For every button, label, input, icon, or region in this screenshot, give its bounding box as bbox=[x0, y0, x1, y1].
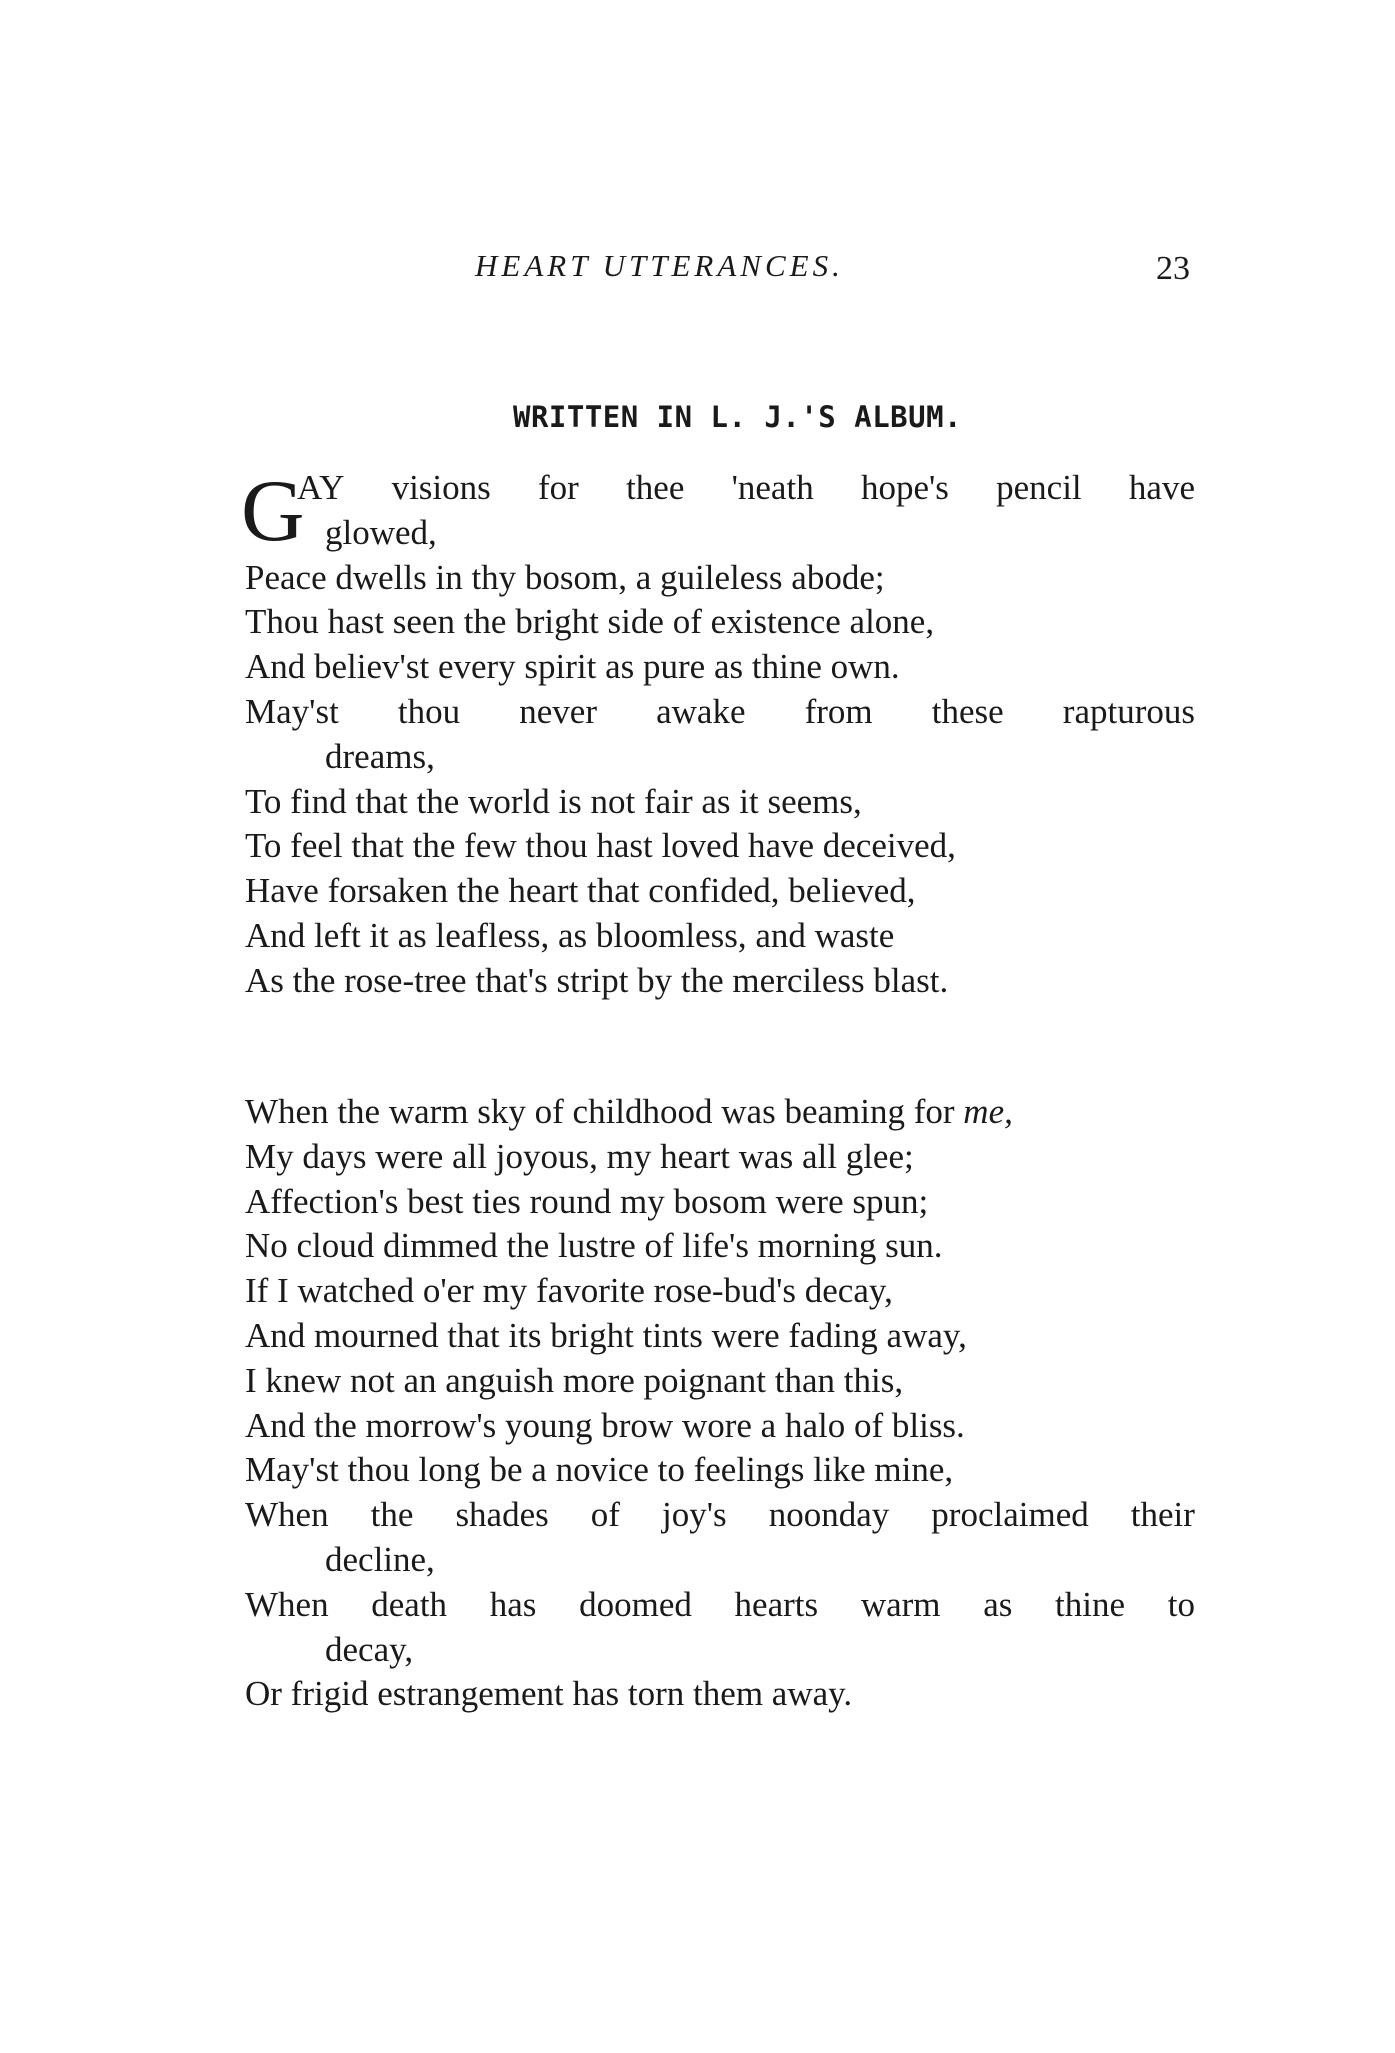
poem-line: And believ'st every spirit as pure as thine own. bbox=[245, 647, 900, 687]
word: their bbox=[1130, 1495, 1195, 1535]
word: has bbox=[489, 1584, 537, 1624]
page-number: 23 bbox=[1156, 250, 1190, 287]
word: warm bbox=[860, 1584, 941, 1624]
word: rapturous bbox=[1062, 691, 1195, 731]
poem-line: Thou hast seen the bright side of existence alone, bbox=[245, 602, 935, 642]
poem-line: May'st thou long be a novice to feelings like mine, bbox=[245, 1450, 954, 1490]
word: pencil bbox=[996, 468, 1082, 507]
word: thee bbox=[626, 468, 685, 507]
running-head bbox=[245, 248, 1190, 292]
poem-line: Peace dwells in thy bosom, a guileless abode; bbox=[245, 557, 885, 597]
poem-line: My days were all joyous, my heart was all glee; bbox=[245, 1136, 914, 1176]
poem-line bbox=[245, 1090, 1195, 1135]
word: When bbox=[245, 1495, 329, 1535]
word: visions bbox=[391, 468, 491, 507]
poem-line-continuation: decline, bbox=[325, 1539, 435, 1579]
word: never bbox=[519, 691, 597, 731]
poem-line: No cloud dimmed the lustre of life's morning sun. bbox=[245, 1226, 943, 1266]
word: as bbox=[983, 1584, 1013, 1624]
poem-line: As the rose-tree that's stript by the merciless blast. bbox=[245, 960, 949, 1000]
drop-cap: G bbox=[241, 463, 305, 560]
poem-line: If I watched o'er my favorite rose-bud's decay, bbox=[245, 1271, 893, 1311]
poem-line: And the morrow's young brow wore a halo of bliss. bbox=[245, 1405, 965, 1445]
poem-line-italic: me, bbox=[963, 1092, 1013, 1131]
word: When bbox=[245, 1584, 329, 1624]
word: from bbox=[804, 691, 873, 731]
word: these bbox=[931, 691, 1004, 731]
word: thine bbox=[1055, 1584, 1126, 1624]
word: hope's bbox=[860, 468, 949, 507]
word: May'st bbox=[245, 691, 339, 731]
poem-line bbox=[245, 1583, 1195, 1628]
word: hearts bbox=[734, 1584, 819, 1624]
word: for bbox=[538, 468, 579, 507]
poem-line-continuation: glowed, bbox=[325, 512, 437, 552]
word: to bbox=[1167, 1584, 1195, 1624]
poem-line-text bbox=[297, 466, 1195, 511]
word: the bbox=[370, 1495, 414, 1535]
poem-line-continuation: decay, bbox=[325, 1629, 414, 1669]
word: AY bbox=[297, 468, 345, 507]
word: have bbox=[1128, 468, 1195, 507]
word: noonday bbox=[768, 1495, 890, 1535]
poem-line bbox=[245, 1493, 1195, 1538]
poem-line: And left it as leafless, as bloomless, and waste bbox=[245, 915, 895, 955]
stanza-1 bbox=[241, 463, 1195, 1004]
poem-line: I knew not an anguish more poignant than this, bbox=[245, 1360, 904, 1400]
poem-line-continuation: dreams, bbox=[325, 736, 435, 776]
word: awake bbox=[656, 691, 746, 731]
poem-line: Have forsaken the heart that confided, believed, bbox=[245, 871, 916, 911]
word: 'neath bbox=[731, 468, 814, 507]
stanza-2 bbox=[245, 1090, 1195, 1717]
poem-line bbox=[245, 690, 1195, 735]
word: thou bbox=[397, 691, 461, 731]
poem-line: Affection's best ties round my bosom were spun; bbox=[245, 1181, 929, 1221]
word: shades bbox=[455, 1495, 549, 1535]
word: proclaimed bbox=[931, 1495, 1089, 1535]
poem-line: And mourned that its bright tints were fading away, bbox=[245, 1315, 967, 1355]
poem-line-text: When the warm sky of childhood was beaming for bbox=[245, 1092, 955, 1131]
word: of bbox=[590, 1495, 620, 1535]
word: joy's bbox=[662, 1495, 727, 1535]
running-title: HEART UTTERANCES. bbox=[475, 248, 844, 283]
poem-line: Or frigid estrangement has torn them away. bbox=[245, 1674, 853, 1714]
poem-line: To feel that the few thou hast loved have deceived, bbox=[245, 826, 956, 866]
poem-line: To find that the world is not fair as it seems, bbox=[245, 781, 862, 821]
poem-title: WRITTEN IN L. J.'S ALBUM. bbox=[513, 400, 962, 434]
word: death bbox=[371, 1584, 448, 1624]
word: doomed bbox=[579, 1584, 692, 1624]
